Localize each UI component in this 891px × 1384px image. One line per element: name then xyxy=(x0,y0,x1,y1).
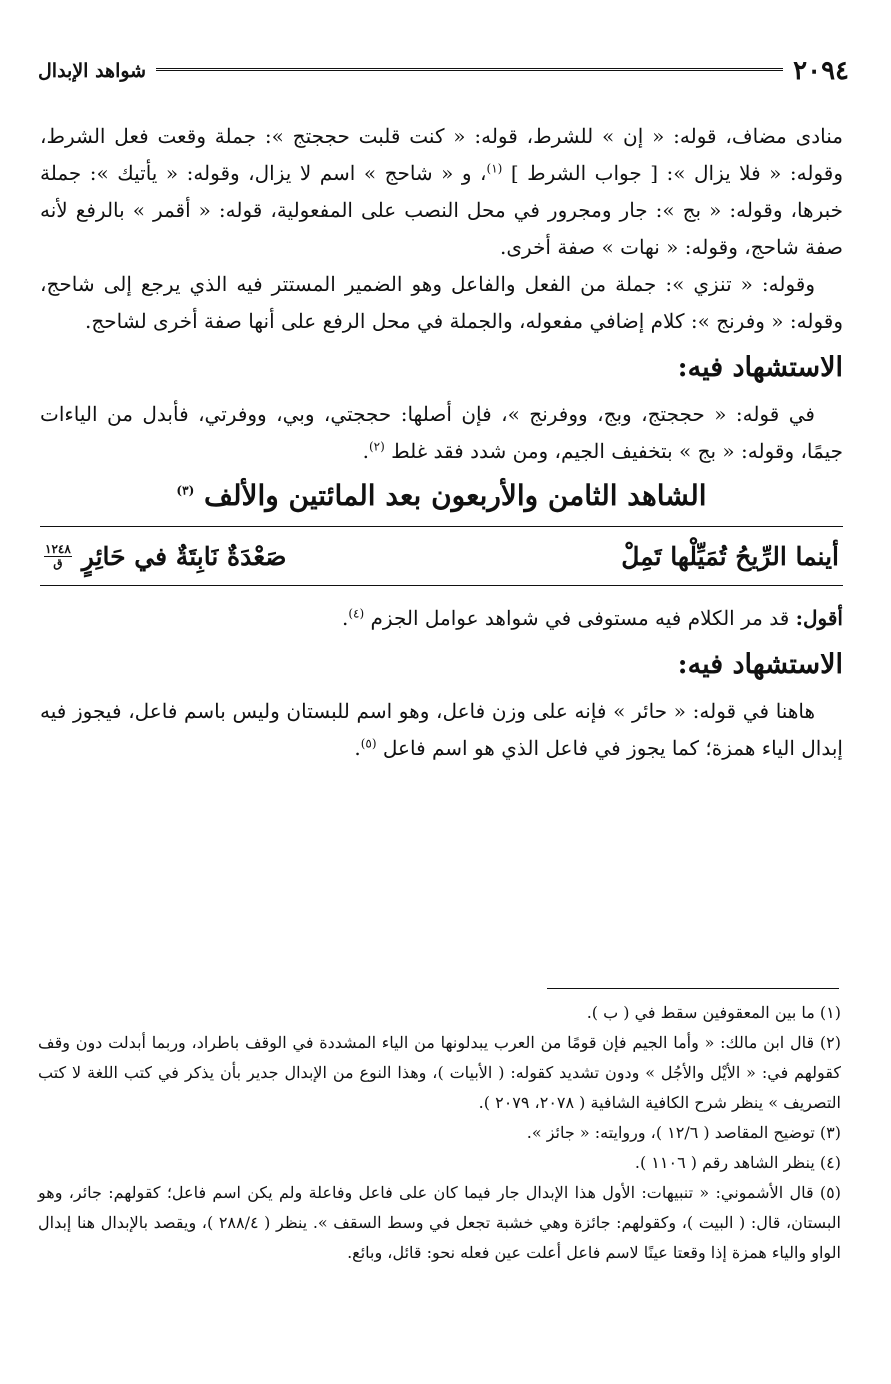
footnote-ref-5: (٥) xyxy=(360,736,377,751)
para3-line2: جيمًا، وقوله: « بج » بتخفيف الجيم، ومن شدد فقد غلط xyxy=(391,439,843,463)
para1-line3: جملة خبرها، وقوله: « بج »: جار ومجرور في محل النصب على المفعولية، قوله: « أقمر » xyxy=(40,161,844,222)
section-heading-2: الاستشهاد فيه: xyxy=(677,649,843,680)
paragraph-5: هاهنا في قوله: « حائر » فإنه على وزن فاعل، وهو اسم للبستان وليس باسم فاعل، فيجوز فيه إبدال الياء همزة؛ كما يجوز في فاعل الذي هو اسم فاعل $^{(٥)}$. xyxy=(40,699,843,760)
para5-line2: فيه إبدال الياء همزة؛ كما يجوز في فاعل الذي هو اسم فاعل xyxy=(40,699,843,760)
verse-number-value: ١٢٤٨ xyxy=(45,541,71,556)
para2-line1: وقوله: « تنزي »: جملة من الفعل والفاعل وهو الضمير المستتر فيه الذي يرجع إلى شاحج، xyxy=(40,272,815,296)
footnote-2: (٢) قال ابن مالك: « وأما الجيم فإن قومًا من العرب يبدلونها من الياء المشددة في الوقف باطراد، وربما أبدلت دون وقف كقولهم في: « الأيْل والأجُل » ودون تشديد كقوله: ( الأبيات )، وهذا النوع من الإبدال جدير بأن يذكر في كتب اللغة لا كتب التصريف » ينظر شرح الكافية الشافية ( ٢٠٧٨، ٢٠٧٩ ). xyxy=(38,1033,841,1112)
footnote-ref-1: (١) xyxy=(486,161,503,176)
para1-line1: منادى مضاف، قوله: « إن » للشرط، قوله: « كنت قلبت حججتج »: جملة وقعت فعل الشرط، xyxy=(40,124,843,148)
header-double-rule xyxy=(156,68,783,75)
verse-hemistich-2: صَعْدَةٌ نَابِتَةٌ في حَائِرٍ xyxy=(81,541,287,571)
footnote-4: (٤) ينظر الشاهد رقم ( ١١٠٦ ). xyxy=(634,1153,841,1172)
page-number: ٢٠٩٤ xyxy=(793,56,849,86)
footnote-3: (٣) توضيح المقاصد ( ١٢/٦ )، وروايته: « جائز ». xyxy=(526,1123,841,1142)
footnote-1: (١) ما بين المعقوفين سقط في ( ب ). xyxy=(586,1003,841,1022)
para5-line1: هاهنا في قوله: « حائر » فإنه على وزن فاعل، وهو اسم للبستان وليس باسم فاعل، فيجوز xyxy=(73,699,816,723)
para2-line2: وقوله: « وفرنج »: كلام إضافي مفعوله، والجملة في محل الرفع على أنها صفة أخرى لشاحج. xyxy=(85,309,843,333)
footnote-ref-3: (٣) xyxy=(176,483,195,498)
footnote-ref-4: (٤) xyxy=(348,606,365,621)
page-header xyxy=(38,54,849,88)
verse-hemistich-2-group xyxy=(44,542,287,571)
witness-title xyxy=(40,474,843,518)
paragraph-3: في قوله: « حججتج، وبج، ووفرنج »، فإن أصلها: حججتي، وبي، ووفرتي، فأبدل من الياءات جيمًا، وقوله: « بج » بتخفيف الجيم، ومن شدد فقد غلط $^{(٢)}$. xyxy=(40,402,843,463)
para3-line1: في قوله: « حججتج، وبج، ووفرنج »، فإن أصلها: حججتي، وبي، ووفرتي، فأبدل من الياءات xyxy=(40,402,815,426)
para1-line4: بالرفع لأنه صفة شاحج، وقوله: « نهات » صفة أخرى. xyxy=(40,198,843,259)
footnotes xyxy=(38,998,841,1268)
para1-line2b: ، و « شاحج » اسم لا يزال، وقوله: « يأتيك »: xyxy=(89,161,487,185)
paragraph-1 xyxy=(40,118,843,266)
footnote-ref-2: (٢) xyxy=(368,439,385,454)
paragraph-4: أقول: قد مر الكلام فيه مستوفى في شواهد عوامل الجزم $^{(٤)}$. xyxy=(341,606,843,630)
witness-title-text: الشاهد الثامن والأربعون بعد المائتين والألف xyxy=(204,479,707,512)
footnote-5: (٥) قال الأشموني: « تنبيهات: الأول هذا الإبدال جار فيما كان على فاعل وفاعلة ولم يكن اسم فاعل؛ كقولهم: جائر، وهو البستان، قال: ( البيت )، وكقولهم: جائزة وهي خشبة تجعل في وسط السقف ». ينظر ( ٢٨٨/٤ )، ويقصد بالإبدال هنا إبدال الواو والياء همزة إذا وقعتا عينًا لاسم فاعل أعلت عين فعله نحو: قائل، وبائع. xyxy=(38,1183,842,1262)
footnote-separator xyxy=(547,988,839,989)
main-text xyxy=(40,118,843,767)
verse-number xyxy=(44,543,72,570)
verse-meter: ق xyxy=(53,555,63,570)
para1-line2: وقوله: « فلا يزال »: [ جواب الشرط ] xyxy=(510,161,843,185)
verse-box xyxy=(40,526,843,586)
section-heading-1: الاستشهاد فيه: xyxy=(677,352,843,383)
para4-text: قد مر الكلام فيه مستوفى في شواهد عوامل الجزم xyxy=(370,606,790,630)
para4-lead: أقول: xyxy=(795,606,843,630)
paragraph-2 xyxy=(40,266,843,340)
verse-hemistich-1: أينما الرِّيحُ تُمَيِّلْها تَمِلْ xyxy=(621,541,839,571)
running-title: شواهد الإبدال xyxy=(38,60,147,82)
